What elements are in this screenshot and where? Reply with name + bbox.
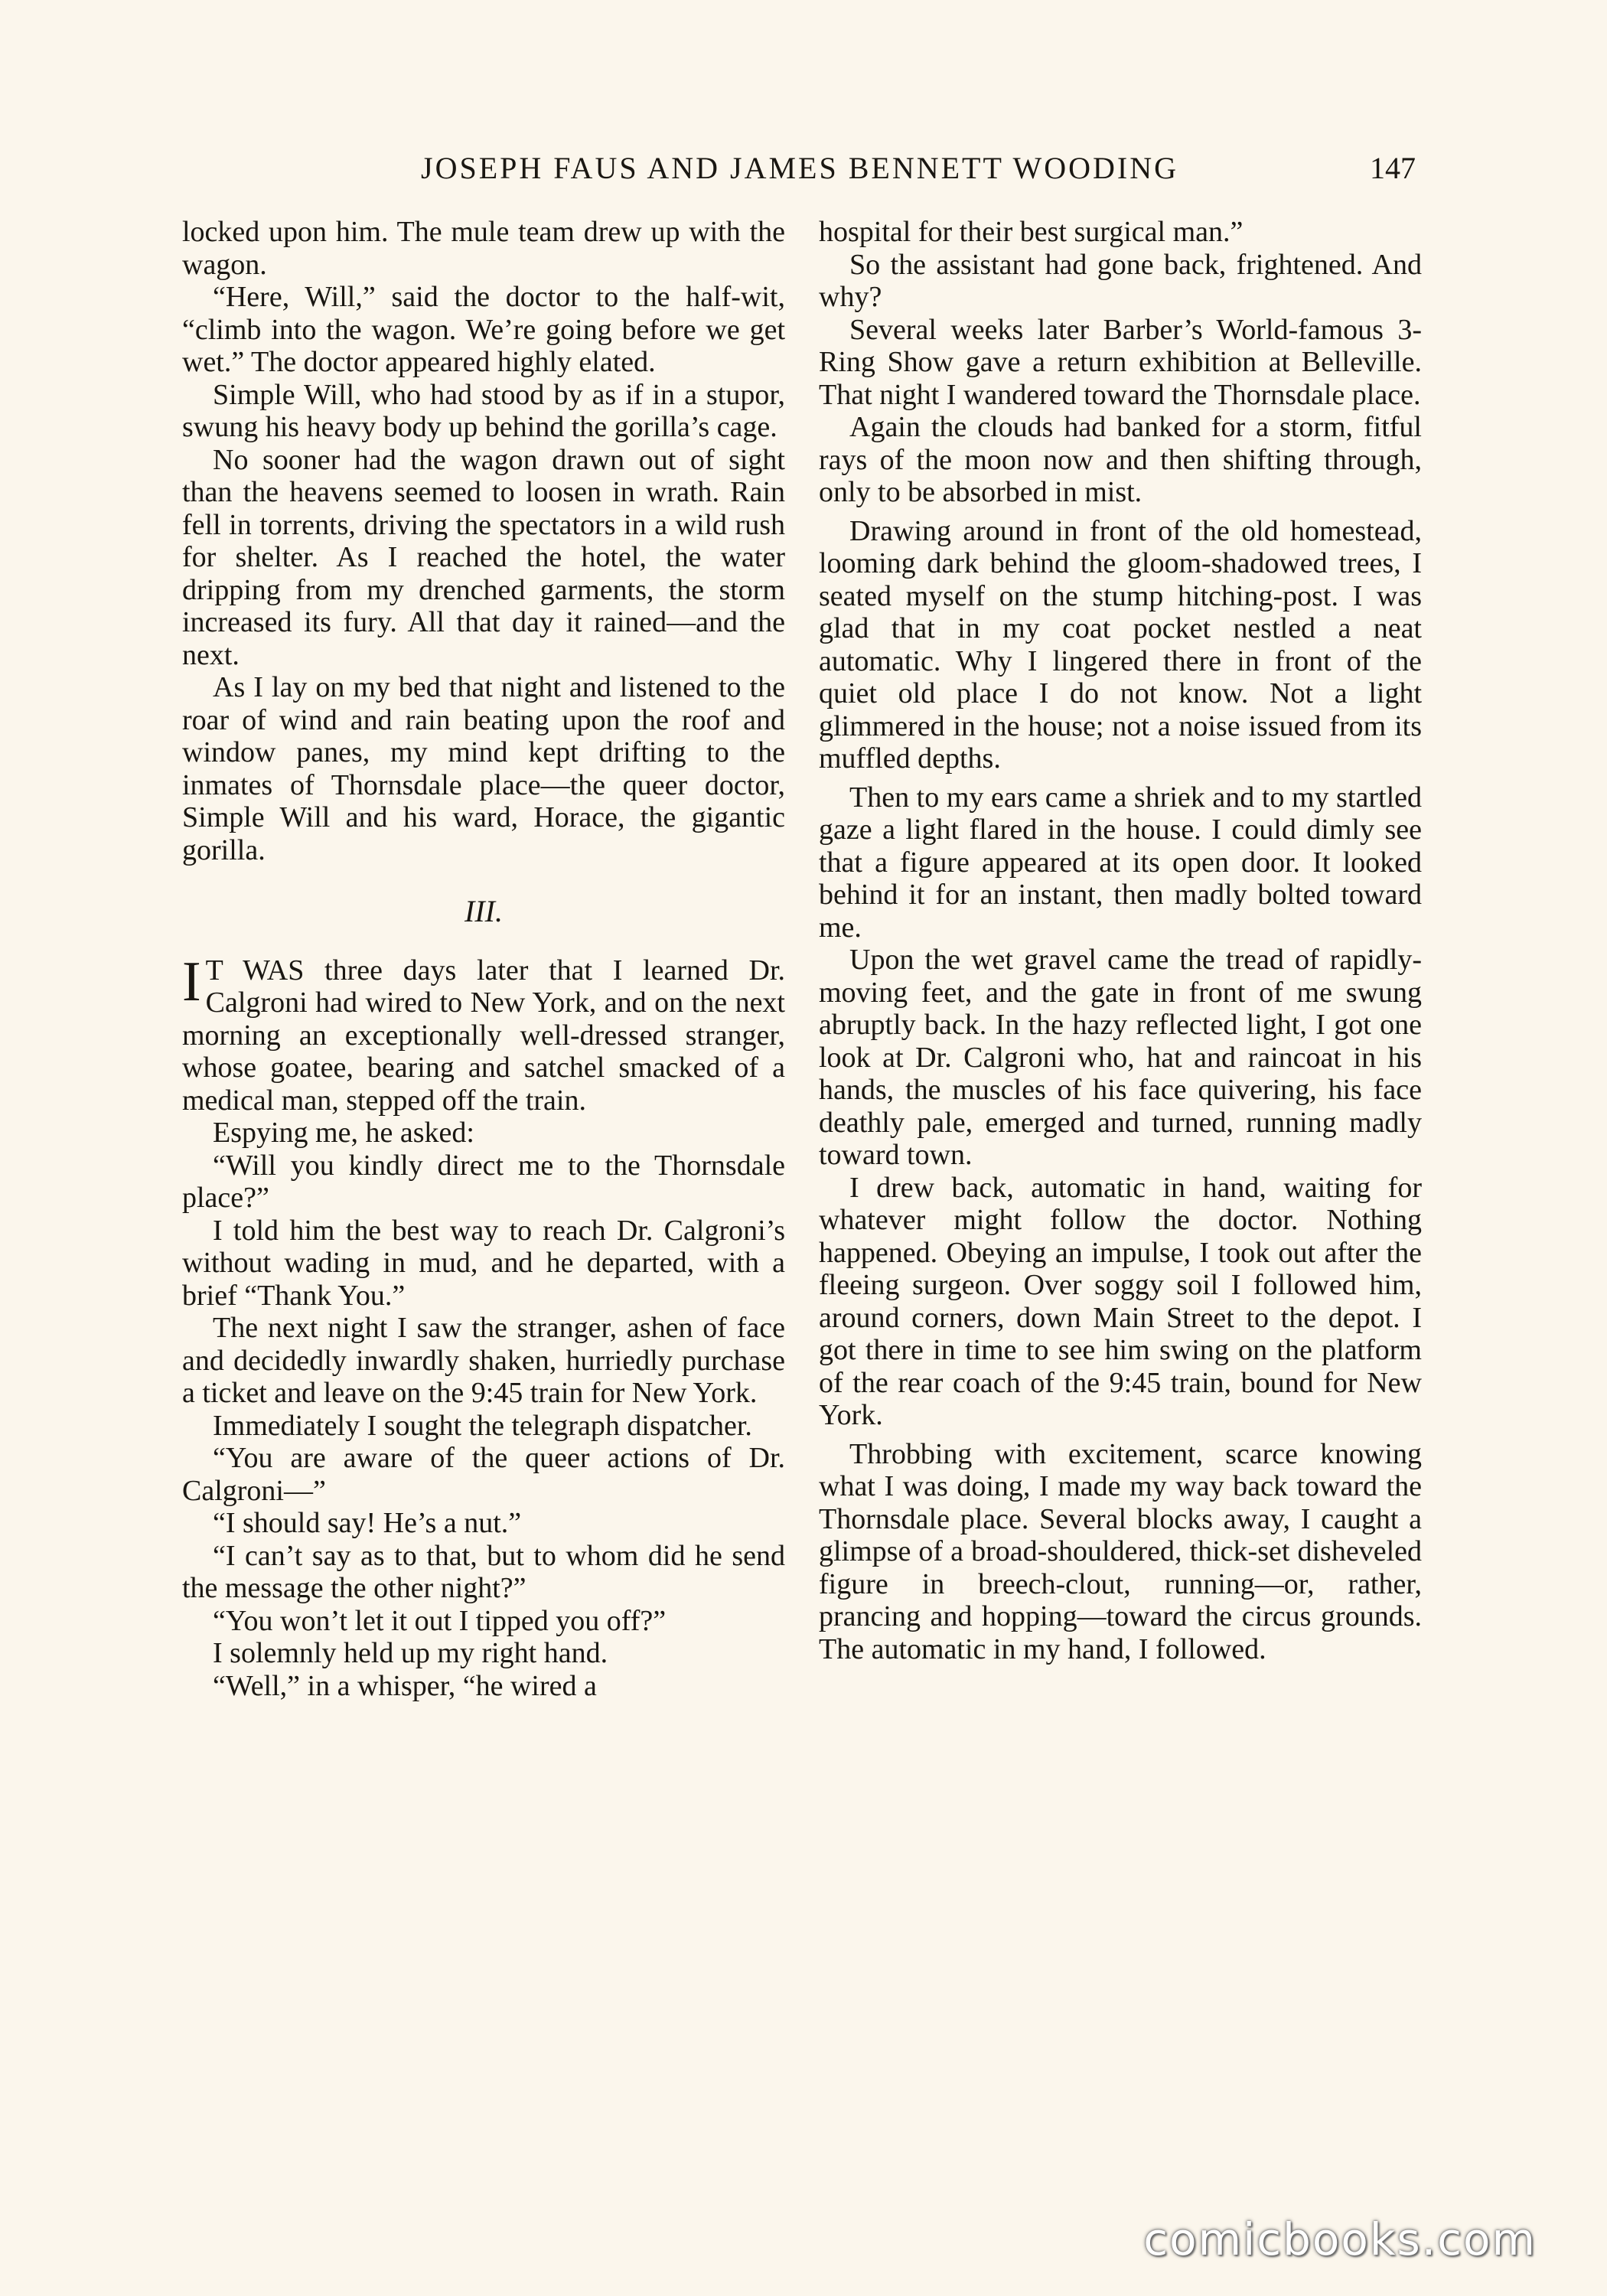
smallcaps-lead: T WAS — [205, 954, 305, 987]
paragraph: hospital for their best surgical man.” — [819, 216, 1244, 248]
section-heading: III. — [464, 894, 503, 928]
paragraph: “Will you kindly direct me to the Thornsdale place?” — [182, 1149, 785, 1214]
paragraph: “You won’t let it out I tipped you off?” — [213, 1604, 667, 1637]
paragraph: Upon the wet gravel came the tread of rapidly-moving feet, and the gate in front of me swung abruptly back. In the hazy reflected light, I got one look at Dr. Calgroni who, hat and raincoat in his hands, the muscles of his face quivering, his face deathly pale, emerged and turned, running madly toward town. — [819, 944, 1422, 1171]
dropcap-paragraph — [182, 950, 786, 1117]
page-number: 147 — [1370, 151, 1416, 185]
paragraph: Drawing around in front of the old homestead, looming dark behind the gloom-shadowed trees, I seated myself on the stump hitching-post. I was glad that in my coat pocket nestled a neat automatic. Why I lingered there in front of the quiet old place I do not know. Not a light glimmered in the house; not a noise issued from its muffled depths. — [819, 514, 1422, 775]
dropcap-paragraph-text: three days later that I learned Dr. Calgroni had wired to New York, and on the next morning an exceptionally well-dressed stranger, whose goatee, bearing and satchel smacked of a medical man, stepped off the train. — [182, 954, 786, 1117]
paragraph: I solemnly held up my right hand. — [213, 1637, 608, 1669]
paragraph: “You are aware of the queer actions of Dr. Calgroni—” — [182, 1442, 785, 1507]
paragraph: No sooner had the wagon drawn out of sight than the heavens seemed to loosen in wrath. Rain fell in torrents, driving the spectators in a wild rush for shelter. As I reached the hotel, the water dripping from my drenched garments, the storm increased its fury. All that day it rained—and the next. — [182, 443, 785, 671]
paragraph: “Here, Will,” said the doctor to the half-wit, “climb into the wagon. We’re going before we get wet.” The doctor appeared highly elated. — [182, 281, 785, 378]
paragraph: Throbbing with excitement, scarce knowing what I was doing, I made my way back toward the Thornsdale place. Several blocks away, I caught a glimpse of a broad-shouldered, thick-set disheveled figure in breech-clout, running—or, rather, prancing and hopping—toward the circus grounds. The automatic in my hand, I followed. — [819, 1437, 1422, 1665]
text-columns — [182, 216, 1422, 2053]
drop-cap: I — [182, 950, 201, 1013]
running-head: JOSEPH FAUS AND JAMES BENNETT WOODING — [421, 151, 1178, 185]
paragraph: Simple Will, who had stood by as if in a stupor, swung his heavy body up behind the gorilla’s cage. — [182, 378, 785, 443]
paragraph: I drew back, automatic in hand, waiting for whatever might follow the doctor. Nothing happened. Obeying an impulse, I took out after the fleeing surgeon. Over soggy soil I followed him, around corners, down Main Street to the depot. I got there in time to see him swing on the platform of the rear coach of the 9:45 train, bound for New York. — [819, 1171, 1422, 1431]
left-column — [182, 216, 785, 2053]
paragraph: Espying me, he asked: — [213, 1117, 474, 1149]
paragraph: Immediately I sought the telegraph dispatcher. — [213, 1409, 752, 1442]
paragraph: Then to my ears came a shriek and to my startled gaze a light flared in the house. I could dimly see that a figure appeared at its open door. It looked behind it for an instant, then madly bolted toward me. — [819, 781, 1422, 944]
paragraph: locked upon him. The mule team drew up with the wagon. — [182, 216, 785, 281]
right-column — [819, 216, 1422, 2053]
paragraph: So the assistant had gone back, frightened. And why? — [819, 248, 1422, 313]
paragraph: “Well,” in a whisper, “he wired a — [213, 1669, 597, 1702]
paragraph: The next night I saw the stranger, ashen of face and decidedly inwardly shaken, hurriedly purchase a ticket and leave on the 9:45 train for New York. — [182, 1312, 785, 1409]
paragraph: Several weeks later Barber’s World-famous 3-Ring Show gave a return exhibition at Belleville. That night I wandered toward the Thornsdale place. — [819, 313, 1422, 411]
paragraph: As I lay on my bed that night and listened to the roar of wind and rain beating upon the roof and window panes, my mind kept drifting to the inmates of Thornsdale place—the queer doctor, Simple Will and his ward, Horace, the gigantic gorilla. — [182, 671, 785, 866]
paragraph: I told him the best way to reach Dr. Calgroni’s without wading in mud, and he departed, with a brief “Thank You.” — [182, 1214, 785, 1312]
paragraph: “I can’t say as to that, but to whom did he send the message the other night?” — [182, 1539, 785, 1604]
paragraph: Again the clouds had banked for a storm, fitful rays of the moon now and then shifting through, only to be absorbed in mist. — [819, 411, 1422, 508]
page-header — [184, 145, 1416, 191]
paragraph: “I should say! He’s a nut.” — [213, 1507, 522, 1539]
watermark: comicbooks.com — [1143, 2213, 1537, 2265]
